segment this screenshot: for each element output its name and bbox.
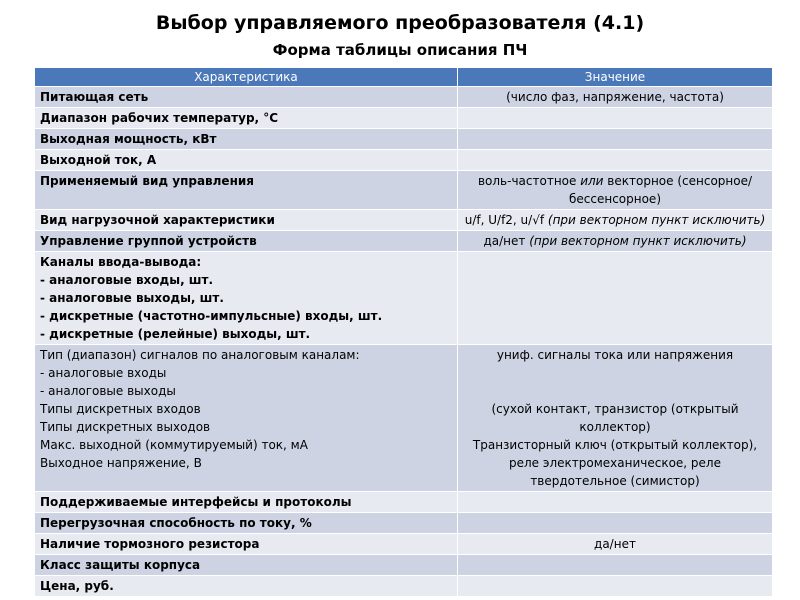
slide-subtitle: Форма таблицы описания ПЧ — [272, 41, 528, 59]
row-label-interfaces: Поддерживаемые интерфейсы и протоколы — [35, 492, 458, 513]
row-value-overload — [458, 513, 773, 534]
row-label-brake-resistor: Наличие тормозного резистора — [35, 534, 458, 555]
row-label-load-characteristic: Вид нагрузочной характеристики — [35, 210, 458, 231]
control-type-part-3: векторное (сенсорное/ бессенсорное) — [568, 174, 753, 206]
group-control-part-1: да/нет — [483, 234, 530, 248]
table-row — [35, 129, 773, 150]
signal-line: Типы дискретных выходов — [40, 420, 211, 434]
slide-title: Выбор управляемого преобразователя (4.1) — [155, 12, 645, 34]
header-value: Значение — [458, 68, 773, 87]
table-row — [35, 555, 773, 576]
row-label-control-type: Применяемый вид управления — [35, 171, 458, 210]
io-line: - дискретные (релейные) выходы, шт. — [40, 327, 311, 341]
row-label-temperature: Диапазон рабочих температур, °С — [35, 108, 458, 129]
row-value-output-power — [458, 129, 773, 150]
signal-value-line: Транзисторный ключ (открытый коллектор), реле электромеханическое, реле твердотельное (симистор) — [472, 438, 758, 488]
group-control-part-2: (при векторном пункт исключить) — [529, 234, 747, 248]
table-row — [35, 150, 773, 171]
io-line: Каналы ввода-вывода: — [40, 255, 202, 269]
table-row — [35, 108, 773, 129]
load-char-part-2: (при векторном пункт исключить) — [547, 213, 766, 227]
spacer — [463, 382, 767, 400]
spec-table — [34, 67, 773, 597]
row-value-output-current — [458, 150, 773, 171]
signal-line: Макс. выходной (коммутируемый) ток, мА — [40, 438, 308, 452]
row-value-power-supply: (число фаз, напряжение, частота) — [458, 87, 773, 108]
io-line: - дискретные (частотно-импульсные) входы, шт. — [40, 309, 383, 323]
table-row — [35, 231, 773, 252]
table-row — [35, 171, 773, 210]
load-char-part-1: u/f, U/f2, u/√f — [464, 213, 548, 227]
io-line: - аналоговые выходы, шт. — [40, 291, 224, 305]
spacer — [463, 364, 767, 382]
table-row — [35, 210, 773, 231]
signal-line: - аналоговые входы — [40, 366, 167, 380]
signal-line: - аналоговые выходы — [40, 384, 176, 398]
control-type-part-1: воль-частотное — [477, 174, 581, 188]
table-row — [35, 492, 773, 513]
row-value-temperature — [458, 108, 773, 129]
signal-value-line: униф. сигналы тока или напряжения — [496, 348, 734, 362]
table-row — [35, 252, 773, 345]
row-label-output-current: Выходной ток, А — [35, 150, 458, 171]
row-label-price: Цена, руб. — [35, 576, 458, 597]
signal-line: Типы дискретных входов — [40, 402, 201, 416]
header-characteristic: Характеристика — [35, 68, 458, 87]
row-value-group-control — [458, 231, 773, 252]
row-label-group-control: Управление группой устройств — [35, 231, 458, 252]
table-header-row — [35, 68, 773, 87]
io-line: - аналоговые входы, шт. — [40, 273, 214, 287]
row-label-signal-types — [35, 345, 458, 492]
row-label-overload: Перегрузочная способность по току, % — [35, 513, 458, 534]
row-label-power-supply: Питающая сеть — [35, 87, 458, 108]
row-value-signal-types — [458, 345, 773, 492]
signal-line: Выходное напряжение, В — [40, 456, 202, 470]
signal-line: Тип (диапазон) сигналов по аналоговым каналам: — [40, 348, 360, 362]
row-value-interfaces — [458, 492, 773, 513]
table-row — [35, 576, 773, 597]
row-label-output-power: Выходная мощность, кВт — [35, 129, 458, 150]
table-row — [35, 513, 773, 534]
row-value-io-channels — [458, 252, 773, 345]
signal-value-line: (сухой контакт, транзистор (открытый коллектор) — [491, 402, 739, 434]
row-value-protection-class — [458, 555, 773, 576]
table-row — [35, 534, 773, 555]
row-value-price — [458, 576, 773, 597]
table-row — [35, 345, 773, 492]
row-value-control-type — [458, 171, 773, 210]
control-type-part-2: или — [580, 174, 604, 188]
row-value-load-characteristic — [458, 210, 773, 231]
row-label-io-channels — [35, 252, 458, 345]
table-row — [35, 87, 773, 108]
row-value-brake-resistor: да/нет — [458, 534, 773, 555]
row-label-protection-class: Класс защиты корпуса — [35, 555, 458, 576]
